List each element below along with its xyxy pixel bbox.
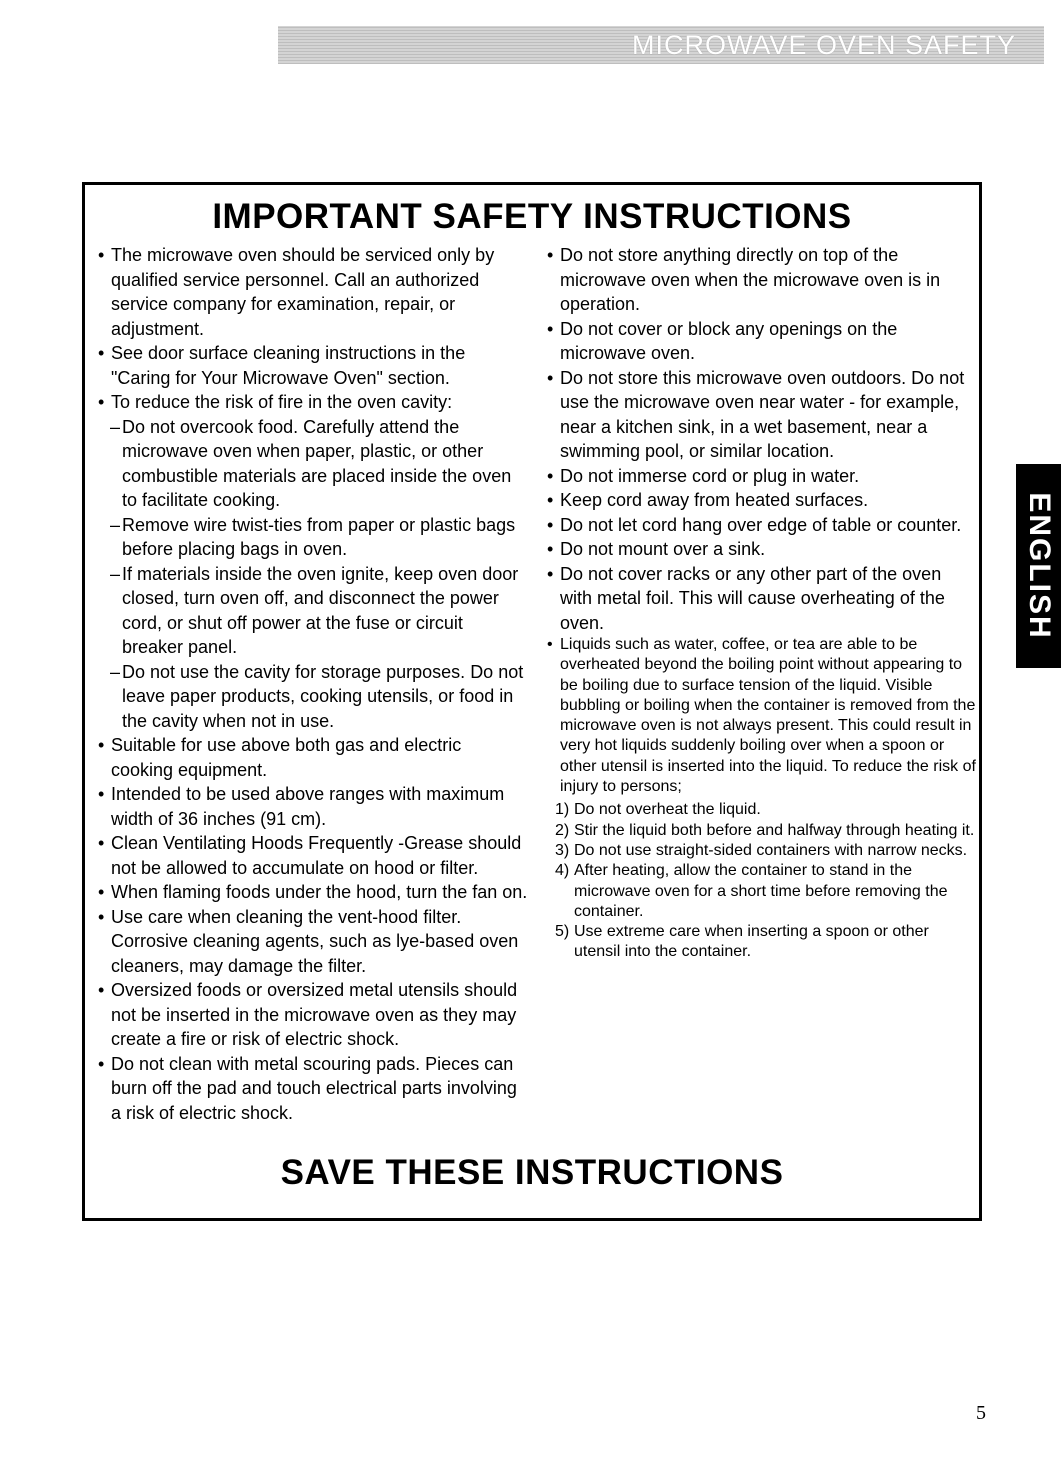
dash: – [110, 514, 121, 535]
bullet: • [98, 882, 105, 902]
dash: – [110, 661, 121, 682]
step-text: Do not overheat the liquid. [574, 801, 761, 819]
list-item [547, 243, 977, 317]
list-item [98, 341, 528, 390]
bullet: • [547, 514, 554, 535]
step-text: Do not use straight-sided containers with narrow necks. [574, 841, 968, 859]
section-title: MICROWAVE OVEN SAFETY [631, 30, 1016, 60]
step-text: Use extreme care when inserting a spoon or other utensil into the container. [574, 923, 929, 961]
list-item [98, 880, 528, 905]
bullet: • [98, 980, 105, 1000]
item-text: The microwave oven should be serviced only by qualified service personnel. Call an authorized service company for examination, repair, or adjustment. [111, 245, 495, 339]
list-item [547, 464, 977, 489]
step-number: 5) [555, 923, 570, 941]
step-number: 3) [555, 841, 570, 859]
bullet: • [547, 245, 554, 265]
sub-item-text: Remove wire twist-ties from paper or plastic bags before placing bags in oven. [122, 514, 516, 559]
sub-item-text: If materials inside the oven ignite, keep oven door closed, turn oven off, and disconnect the power cord, or shut off power at the fuse or circuit breaker panel. [122, 563, 519, 657]
item-text: Do not cover racks or any other part of the oven with metal foil. This will cause overheating of the oven. [560, 563, 945, 633]
item-text: Do not let cord hang over edge of table or counter. [560, 514, 962, 535]
item-text: Do not mount over a sink. [560, 539, 766, 559]
list-item [547, 317, 977, 366]
numbered-step [547, 922, 977, 963]
bullet: • [98, 245, 105, 265]
item-text: Intended to be used above ranges with maximum width of 36 inches (91 cm). [111, 784, 505, 829]
item-text: Keep cord away from heated surfaces. [560, 490, 869, 510]
list-item [547, 635, 977, 797]
page-number: 5 [976, 1402, 986, 1424]
item-text: Use care when cleaning the vent-hood filter. Corrosive cleaning agents, such as lye-based oven cleaners, may damage the filter. [111, 906, 519, 976]
list-item [547, 562, 977, 636]
list-item [98, 978, 528, 1052]
list-item [547, 366, 977, 464]
bullet: • [98, 735, 105, 755]
step-number: 1) [555, 801, 570, 819]
step-number: 2) [555, 821, 570, 839]
list-item [98, 782, 528, 831]
list-item [98, 733, 528, 782]
item-text: Do not store anything directly on top of the microwave oven when the microwave oven is in operation. [560, 245, 941, 314]
list-item [98, 390, 528, 415]
step-number: 4) [555, 862, 570, 880]
bullet: • [547, 318, 554, 339]
item-text: Do not store this microwave oven outdoors. Do not use the microwave oven near water - for example, near a kitchen sink, in a wet basement, near a swimming pool, or similar location. [560, 367, 965, 461]
item-text: Clean Ventilating Hoods Frequently -Grease should not be allowed to accumulate on hood or filter. [111, 833, 522, 878]
item-text: Liquids such as water, coffee, or tea are able to be overheated beyond the boiling point without appearing to be boiling due to surface tension of the liquid. Visible bubbling or boiling when the container is removed from the microwave oven is not always present. This could result in very hot liquids suddenly boiling over when a spoon or other utensil is inserted into the liquid. To reduce the risk of injury to persons; [560, 636, 976, 796]
sub-item [98, 513, 528, 562]
bullet: • [98, 343, 105, 363]
left-column [98, 243, 528, 1125]
bullet: • [98, 906, 105, 927]
sub-item [98, 415, 528, 513]
numbered-step [547, 821, 977, 841]
numbered-step [547, 800, 977, 820]
item-text: See door surface cleaning instructions in the "Caring for Your Microwave Oven" section. [111, 343, 466, 388]
safety-instructions-box [82, 182, 982, 1221]
step-text: After heating, allow the container to stand in the microwave oven for a short time before removing the container. [574, 862, 948, 920]
right-column [547, 243, 977, 963]
step-text: Stir the liquid both before and halfway through heating it. [574, 821, 975, 839]
bullet: • [547, 465, 554, 486]
list-item [547, 513, 977, 538]
save-instructions-heading: SAVE THESE INSTRUCTIONS [280, 1153, 784, 1192]
section-header-bar [278, 26, 1044, 64]
dash: – [110, 563, 121, 584]
language-tab-label: ENGLISH [1022, 492, 1056, 640]
sub-item-text: Do not overcook food. Carefully attend the microwave oven when paper, plastic, or other combustible materials are placed inside the oven to facilitate cooking. [122, 416, 512, 510]
list-item [98, 831, 528, 880]
sub-item-text: Do not use the cavity for storage purposes. Do not leave paper products, cooking utensils, or food in the cavity when not in use. [122, 661, 524, 731]
bullet: • [98, 833, 105, 853]
bullet: • [98, 1053, 105, 1074]
numbered-step [547, 861, 977, 922]
bullet: • [98, 784, 105, 804]
numbered-step [547, 841, 977, 861]
item-text: To reduce the risk of fire in the oven cavity: [111, 392, 453, 412]
bullet: • [547, 539, 554, 559]
list-item [547, 488, 977, 513]
page-title: IMPORTANT SAFETY INSTRUCTIONS [212, 197, 852, 236]
bullet: • [547, 636, 553, 653]
language-tab [1016, 464, 1061, 668]
sub-item [98, 660, 528, 734]
bullet: • [547, 367, 554, 388]
sub-item [98, 562, 528, 660]
bullet: • [98, 392, 105, 412]
item-text: Suitable for use above both gas and electric cooking equipment. [111, 735, 462, 780]
item-text: Do not immerse cord or plug in water. [560, 465, 860, 486]
list-item [98, 243, 528, 341]
list-item [98, 905, 528, 979]
bullet: • [547, 490, 554, 510]
list-item [98, 1052, 528, 1126]
item-text: Oversized foods or oversized metal utensils should not be inserted in the microwave oven as they may create a fire or risk of electric shock. [111, 980, 518, 1049]
item-text: Do not clean with metal scouring pads. Pieces can burn off the pad and touch electrical parts involving a risk of electric shock. [111, 1053, 517, 1123]
item-text: When flaming foods under the hood, turn the fan on. [111, 882, 528, 902]
bullet: • [547, 563, 554, 584]
item-text: Do not cover or block any openings on the microwave oven. [560, 318, 898, 363]
dash: – [110, 416, 121, 437]
list-item [547, 537, 977, 562]
